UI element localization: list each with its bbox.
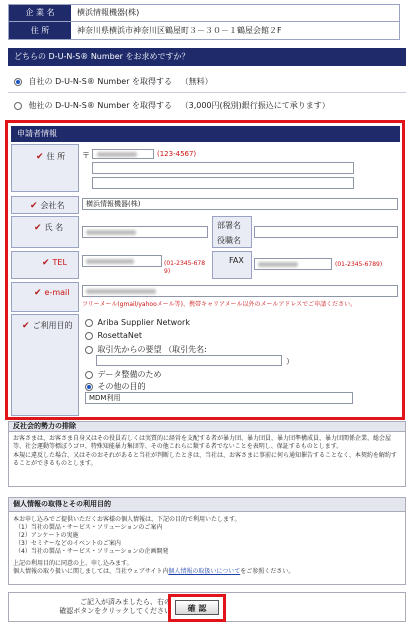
name-label-cell (11, 216, 79, 248)
company-input[interactable] (82, 198, 398, 210)
purpose-client-label: 取引先からの要望 （取引先名: (97, 345, 207, 354)
email-label: e-mail (44, 288, 70, 297)
confirm-instruction-2: 確認ボタンをクリックしてください (59, 607, 171, 615)
tel-label: TEL (52, 258, 67, 267)
company-name-value: 横浜情報機器(株) (77, 8, 140, 17)
company-label: 会社名 (40, 201, 65, 210)
address-line1-input[interactable] (92, 162, 354, 174)
purpose-label-cell (11, 314, 79, 416)
duns-other-label: 他社の D-U-N-S® Number を取得する (28, 101, 173, 110)
required-check-icon: ✔ (34, 288, 42, 298)
purpose-rosettanet-radio[interactable] (85, 332, 93, 340)
company-address-value: 神奈川県横浜市神奈川区鶴屋町３－３０－１鶴屋会館２F (77, 26, 282, 35)
privacy-item-2: （2）アンケートの実施 (15, 532, 79, 539)
postal-example: (123-4567) (157, 150, 197, 158)
purpose-data-radio[interactable] (85, 371, 93, 379)
duns-option-own[interactable] (14, 76, 213, 88)
duns-own-label: 自社の D-U-N-S® Number を取得する (28, 77, 173, 86)
purpose-ariba-radio[interactable] (85, 319, 93, 327)
antisocial-title: 反社会的勢力の排除 (9, 422, 405, 432)
company-info-table (8, 4, 400, 40)
duns-other-note: （3,000円(税別)銀行振込にて承ります） (180, 101, 330, 110)
confirm-instruction-1: ご記入が済みましたら、右の (80, 598, 171, 606)
email-note: フリーメール(gmail/yahooメール等)、携帯キャリアメール以外のメールアドレスでご申請ください。 (82, 301, 357, 308)
dept-label-cell (212, 216, 252, 248)
required-check-icon: ✔ (22, 321, 30, 331)
dept-label: 部署名 (217, 221, 241, 230)
duns-question: どちらの D-U-N-S® Number をお求めですか？ (8, 48, 406, 66)
fax-label-cell (212, 251, 252, 279)
fax-label: FAX (229, 256, 244, 265)
purpose-label: ご利用目的 (32, 321, 73, 330)
confirm-button[interactable]: 確 認 (175, 600, 219, 615)
name-input[interactable] (82, 226, 208, 238)
other-purpose-value: MDM利用 (89, 394, 121, 402)
purpose-option-rosettanet[interactable] (85, 331, 142, 340)
purpose-client-radio[interactable] (85, 346, 93, 354)
duns-selection (8, 48, 406, 116)
email-label-cell (11, 282, 79, 312)
privacy-item-3: （3）セミナーなどのイベントのご案内 (15, 540, 121, 547)
postal-prefix: 〒 (82, 151, 90, 160)
other-purpose-input[interactable] (85, 392, 353, 404)
privacy-item-4: （4）当社の製品・サービス・ソリューションの企画開発 (15, 548, 169, 555)
required-check-icon: ✔ (34, 223, 42, 233)
privacy-consent: 上記の利用目的に同意の上、申し込みます。 (13, 560, 133, 567)
purpose-option-client-request[interactable] (85, 344, 207, 355)
purpose-rosettanet-label: RosettaNet (97, 331, 142, 340)
position-label: 役職名 (217, 236, 241, 245)
tel-label-cell (11, 251, 79, 279)
duns-other-radio[interactable] (14, 102, 22, 110)
privacy-title: 個人情報の取得とその利用目的 (9, 498, 405, 512)
antisocial-section (8, 421, 406, 487)
applicant-title: 申請者情報 (11, 126, 400, 142)
client-name-close-paren: ） (286, 357, 294, 366)
company-input-value: 横浜情報機器(株) (86, 200, 141, 208)
privacy-item-1: （1）当社の製品・サービス・ソリューションのご案内 (15, 524, 163, 531)
fax-example: (01-2345-6789) (335, 261, 383, 268)
privacy-policy-prefix: 個人情報の取り扱いに関しましては、当社ウェブサイト内 (13, 568, 169, 575)
duns-own-radio[interactable] (14, 78, 22, 86)
privacy-policy-suffix: をご参照ください。 (240, 568, 295, 575)
purpose-option-data[interactable] (85, 369, 162, 380)
purpose-other-label: その他の目的 (97, 382, 146, 391)
antisocial-body2: 本規に違反した場合、又はそのおそれがあると当社が判断したときは、当社は、お客さまに事前に何ら通知催告することなく、本契約を解約することができるものとします。 (13, 452, 397, 467)
company-address-label: 住 所 (9, 22, 71, 39)
privacy-policy-link[interactable]: 個人情報の取扱いについて (168, 568, 241, 575)
fax-input[interactable] (254, 258, 332, 270)
duns-option-other[interactable] (14, 100, 330, 112)
antisocial-body: お客さまは、お客さま自身又はその役員若しくは実質的に経営を支配する者が暴力団、暴力団員、暴力団準構成員、暴力団関係企業、総会屋等、社会運動等標ぼうゴロ、特殊知能暴力集団等、その他これらに類する者でないことを表明し、保証するものとします。 (13, 435, 392, 450)
address-label: 住 所 (46, 152, 66, 161)
address-label-cell (11, 144, 79, 192)
tel-example: (01-2345-6789) (164, 260, 206, 275)
duns-own-note: （無料） (180, 77, 213, 86)
purpose-option-other[interactable] (85, 381, 146, 392)
purpose-data-label: データ整備のため (97, 370, 162, 379)
required-check-icon: ✔ (36, 152, 44, 162)
address-line2-input[interactable] (92, 177, 354, 189)
purpose-other-radio[interactable] (85, 383, 93, 391)
client-name-input[interactable] (96, 355, 282, 366)
company-label-cell (11, 196, 79, 214)
name-label: 氏 名 (44, 223, 64, 232)
postal-code-input[interactable] (92, 149, 154, 159)
company-name-label: 企 業 名 (9, 5, 71, 21)
purpose-ariba-label: Ariba Supplier Network (97, 318, 190, 327)
purpose-option-ariba[interactable] (85, 318, 190, 327)
dept-input[interactable] (254, 226, 398, 238)
email-input[interactable] (82, 285, 398, 297)
required-check-icon: ✔ (42, 258, 50, 268)
privacy-section (8, 497, 406, 585)
required-check-icon: ✔ (30, 201, 38, 211)
privacy-intro: 本お申し込みでご提供いただくお客様の個人情報は、下記の目的で利用いたします。 (13, 516, 241, 523)
